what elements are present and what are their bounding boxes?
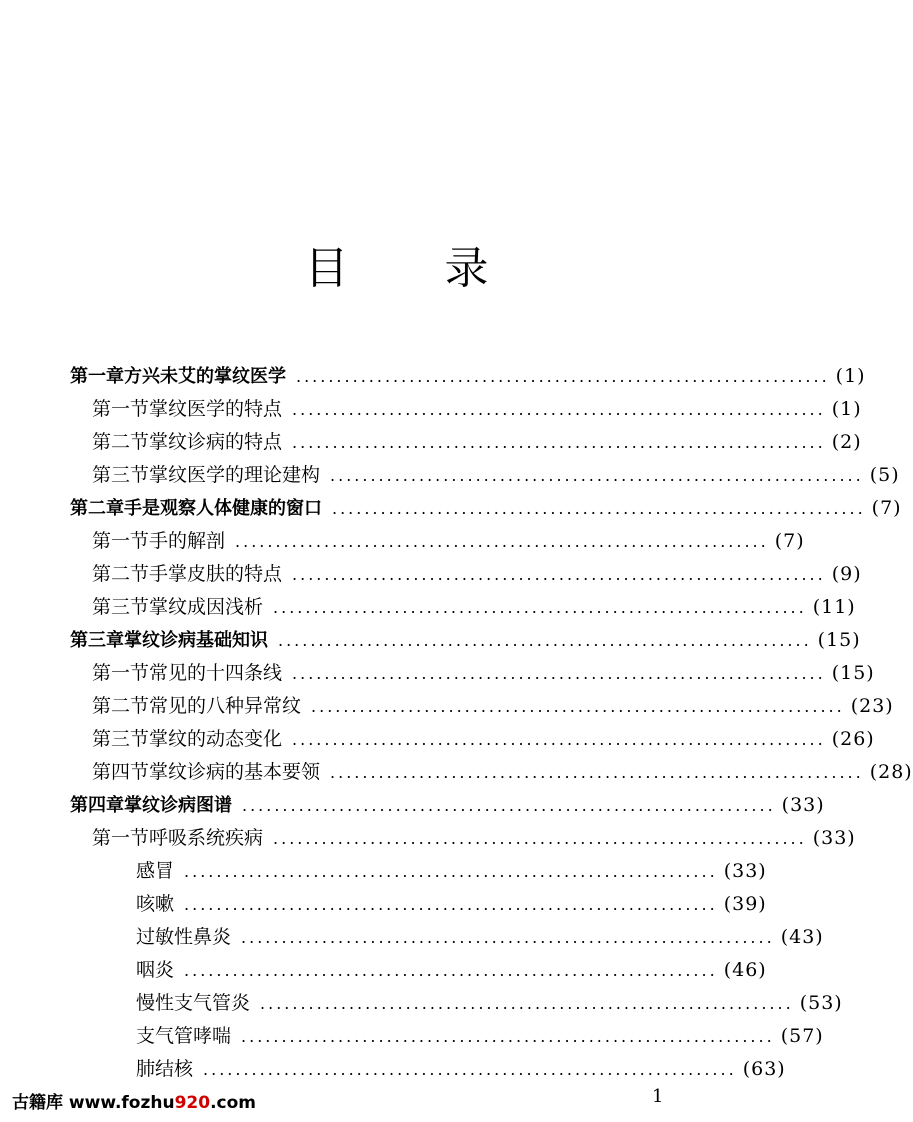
dot-leader: .................................................................. — [296, 367, 830, 386]
toc-title: 方兴未艾的掌纹医学 — [124, 366, 286, 387]
dot-leader: .................................................................. — [273, 598, 807, 617]
toc-page-ref: (26) — [831, 728, 875, 750]
toc-title: 掌纹成因浅析 — [149, 596, 264, 618]
toc-item-row[interactable] — [136, 1022, 824, 1050]
toc-page-ref: (33) — [723, 860, 767, 882]
heading-char-2: 录 — [444, 243, 489, 294]
toc-number: 第二章 — [70, 498, 124, 519]
dot-leader: .................................................................. — [292, 433, 826, 452]
heading-char-1: 目 — [304, 243, 349, 294]
toc-item-row[interactable] — [136, 923, 824, 951]
toc-chapter-row[interactable] — [70, 494, 902, 522]
toc-number: 第一节 — [92, 398, 150, 420]
toc-title: 常见的八种异常纹 — [149, 695, 302, 717]
toc-number: 第四节 — [92, 761, 150, 783]
toc-page-ref: (43) — [780, 926, 824, 948]
toc-item-row[interactable] — [136, 989, 843, 1017]
dot-leader: .................................................................. — [330, 466, 864, 485]
toc-page-ref: (39) — [723, 893, 767, 915]
toc-title: 手是观察人体健康的窗口 — [124, 498, 322, 519]
toc-section-row[interactable] — [92, 725, 875, 753]
dot-leader: .................................................................. — [330, 763, 864, 782]
dot-leader: .................................................................. — [311, 697, 845, 716]
toc-page-ref: (15) — [831, 662, 875, 684]
toc-title: 咳嗽 — [136, 893, 175, 915]
toc-number: 第四章 — [70, 795, 124, 816]
dot-leader: .................................................................. — [273, 829, 807, 848]
toc-page-ref: (1) — [835, 365, 866, 387]
toc-page-ref: (23) — [850, 695, 894, 717]
toc-page-ref: (9) — [831, 563, 862, 585]
toc-number: 第二节 — [92, 695, 150, 717]
toc-number: 第一章 — [70, 366, 124, 387]
toc-section-row[interactable] — [92, 593, 856, 621]
toc-chapter-row[interactable] — [70, 626, 861, 654]
toc-section-row[interactable] — [92, 824, 856, 852]
toc-title: 掌纹医学的特点 — [149, 398, 283, 420]
dot-leader: .................................................................. — [241, 1027, 775, 1046]
toc-section-row[interactable] — [92, 692, 894, 720]
toc-section-row[interactable] — [92, 659, 875, 687]
toc-title: 常见的十四条线 — [149, 662, 283, 684]
dot-leader: .................................................................. — [260, 994, 794, 1013]
toc-item-row[interactable] — [136, 890, 767, 918]
dot-leader: .................................................................. — [332, 499, 866, 518]
toc-title: 慢性支气管炎 — [136, 992, 251, 1014]
dot-leader: .................................................................. — [292, 664, 826, 683]
toc-title: 呼吸系统疾病 — [149, 827, 264, 849]
toc-section-row[interactable] — [92, 428, 862, 456]
toc-number: 第二节 — [92, 563, 150, 585]
toc-number: 第三章 — [70, 630, 124, 651]
dot-leader: .................................................................. — [292, 400, 826, 419]
toc-title: 咽炎 — [136, 959, 175, 981]
toc-page-ref: (7) — [774, 530, 805, 552]
toc-title: 掌纹诊病图谱 — [124, 795, 232, 816]
toc-page-ref: (53) — [799, 992, 843, 1014]
toc-number: 第三节 — [92, 596, 150, 618]
toc-title: 感冒 — [136, 860, 175, 882]
toc-page-ref: (63) — [742, 1058, 786, 1080]
toc-title: 肺结核 — [136, 1058, 194, 1080]
toc-page-ref: (46) — [723, 959, 767, 981]
toc-chapter-row[interactable] — [70, 791, 825, 819]
toc-title: 过敏性鼻炎 — [136, 926, 232, 948]
toc-item-row[interactable] — [136, 1055, 786, 1083]
toc-number: 第一节 — [92, 827, 150, 849]
toc-title: 手的解剖 — [149, 530, 226, 552]
toc-section-row[interactable] — [92, 461, 900, 489]
toc-title: 手掌皮肤的特点 — [149, 563, 283, 585]
toc-page-ref: (28) — [869, 761, 913, 783]
toc-section-row[interactable] — [92, 560, 862, 588]
dot-leader: .................................................................. — [184, 961, 718, 980]
toc-page-ref: (33) — [812, 827, 856, 849]
toc-title: 掌纹的动态变化 — [149, 728, 283, 750]
toc-section-row[interactable] — [92, 395, 862, 423]
toc-title: 支气管哮喘 — [136, 1025, 232, 1047]
toc-page-ref: (7) — [871, 497, 902, 519]
toc-title: 掌纹诊病的基本要领 — [149, 761, 321, 783]
dot-leader: .................................................................. — [241, 928, 775, 947]
toc-section-row[interactable] — [92, 527, 805, 555]
toc-heading — [0, 232, 793, 296]
toc-title: 掌纹诊病基础知识 — [124, 630, 268, 651]
toc-page-ref: (15) — [817, 629, 861, 651]
toc-page-ref: (33) — [781, 794, 825, 816]
page-number: 1 — [652, 1086, 664, 1107]
watermark-brand: 古籍库 www.fozhu920.com — [12, 1093, 257, 1113]
dot-leader: .................................................................. — [292, 565, 826, 584]
toc-page-ref: (1) — [831, 398, 862, 420]
dot-leader: .................................................................. — [242, 796, 776, 815]
toc-title: 掌纹医学的理论建构 — [149, 464, 321, 486]
toc-title: 掌纹诊病的特点 — [149, 431, 283, 453]
toc-chapter-row[interactable] — [70, 362, 866, 390]
toc-section-row[interactable] — [92, 758, 913, 786]
dot-leader: .................................................................. — [278, 631, 812, 650]
toc-item-row[interactable] — [136, 857, 767, 885]
dot-leader: .................................................................. — [184, 862, 718, 881]
dot-leader: .................................................................. — [235, 532, 769, 551]
toc-number: 第三节 — [92, 464, 150, 486]
dot-leader: .................................................................. — [203, 1060, 737, 1079]
toc-page-ref: (11) — [812, 596, 856, 618]
toc-page-ref: (57) — [780, 1025, 824, 1047]
toc-item-row[interactable] — [136, 956, 767, 984]
toc-number: 第三节 — [92, 728, 150, 750]
toc-number: 第一节 — [92, 530, 150, 552]
dot-leader: .................................................................. — [184, 895, 718, 914]
toc-page-ref: (2) — [831, 431, 862, 453]
toc-number: 第一节 — [92, 662, 150, 684]
dot-leader: .................................................................. — [292, 730, 826, 749]
toc-number: 第二节 — [92, 431, 150, 453]
toc-page-ref: (5) — [869, 464, 900, 486]
